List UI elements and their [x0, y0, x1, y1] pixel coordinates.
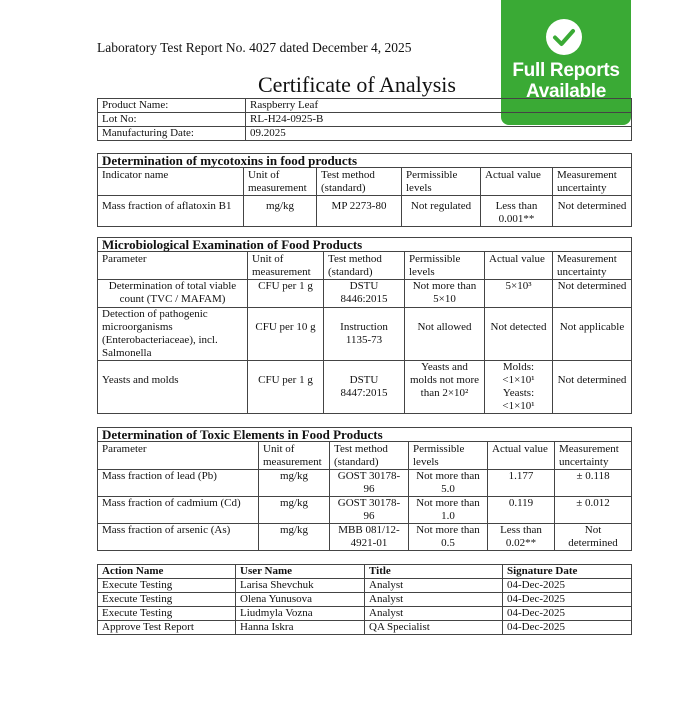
column-header: Indicator name — [98, 168, 244, 196]
table-cell: mg/kg — [259, 524, 330, 551]
table-cell: ± 0.118 — [555, 470, 632, 497]
table-cell: Hanna Iskra — [236, 621, 365, 635]
lot-value: RL-H24-0925-B — [246, 113, 632, 127]
table-cell: MP 2273-80 — [317, 196, 402, 227]
manufacturing-date-label: Manufacturing Date: — [98, 127, 246, 141]
table-cell: Not determined — [553, 196, 632, 227]
product-name-label: Product Name: — [98, 99, 246, 113]
manufacturing-date-value: 09.2025 — [246, 127, 632, 141]
table-cell: Liudmyla Vozna — [236, 607, 365, 621]
table-cell: Analyst — [365, 593, 503, 607]
table-cell: ± 0.012 — [555, 497, 632, 524]
table-cell: Not more than 5.0 — [409, 470, 488, 497]
table-cell: Not detected — [485, 308, 553, 361]
table-cell: DSTU 8446:2015 — [324, 280, 405, 308]
table-cell: GOST 30178-96 — [330, 497, 409, 524]
table-row — [98, 99, 632, 113]
table-row — [98, 196, 632, 227]
table-row — [98, 607, 632, 621]
checkmark-icon — [545, 18, 583, 56]
column-header: Permissible levels — [409, 442, 488, 470]
column-header: Unit of measurement — [248, 252, 324, 280]
table-cell: GOST 30178-96 — [330, 470, 409, 497]
column-header: Actual value — [481, 168, 553, 196]
column-header: Measurement uncertainty — [555, 442, 632, 470]
table-cell: Mass fraction of cadmium (Cd) — [98, 497, 259, 524]
table-row — [98, 470, 632, 497]
column-header: Title — [365, 565, 503, 579]
table-header-row — [98, 168, 632, 196]
table-cell: Not more than 0.5 — [409, 524, 488, 551]
table-row — [98, 361, 632, 414]
lot-label: Lot No: — [98, 113, 246, 127]
column-header: Test method (standard) — [330, 442, 409, 470]
table-row — [98, 579, 632, 593]
product-name-value: Raspberry Leaf — [246, 99, 632, 113]
table-cell: Molds: <1×10¹ Yeasts: <1×10¹ — [485, 361, 553, 414]
table-cell: mg/kg — [259, 497, 330, 524]
column-header: Actual value — [485, 252, 553, 280]
table-row — [98, 593, 632, 607]
toxic-elements-table — [97, 427, 632, 551]
table-cell: Not determined — [555, 524, 632, 551]
table-cell: Not determined — [553, 280, 632, 308]
column-header: Actual value — [488, 442, 555, 470]
table-cell: Mass fraction of aflatoxin B1 — [98, 196, 244, 227]
table-cell: Larisa Shevchuk — [236, 579, 365, 593]
table-cell: 04-Dec-2025 — [503, 579, 632, 593]
table-cell: DSTU 8447:2015 — [324, 361, 405, 414]
table-cell: Not regulated — [402, 196, 481, 227]
table-row — [98, 127, 632, 141]
table-row — [98, 621, 632, 635]
column-header: Test method (standard) — [317, 168, 402, 196]
toxic-elements-title: Determination of Toxic Elements in Food Products — [98, 428, 632, 442]
column-header: Signature Date — [503, 565, 632, 579]
product-info-table — [97, 98, 632, 141]
table-cell: Analyst — [365, 607, 503, 621]
table-cell: Yeasts and molds not more than 2×10² — [405, 361, 485, 414]
table-header-row — [98, 565, 632, 579]
microbiological-title: Microbiological Examination of Food Products — [98, 238, 632, 252]
table-cell: Not allowed — [405, 308, 485, 361]
signatures-table — [97, 564, 632, 635]
microbiological-table — [97, 237, 632, 414]
table-row — [98, 524, 632, 551]
document-title: Certificate of Analysis — [258, 72, 456, 97]
table-cell: Yeasts and molds — [98, 361, 248, 414]
column-header: Permissible levels — [405, 252, 485, 280]
table-cell: Mass fraction of arsenic (As) — [98, 524, 259, 551]
table-cell: Less than 0.001** — [481, 196, 553, 227]
column-header: Parameter — [98, 252, 248, 280]
table-cell: 04-Dec-2025 — [503, 593, 632, 607]
table-cell: Olena Yunusova — [236, 593, 365, 607]
table-cell: 1.177 — [488, 470, 555, 497]
table-cell: MBB 081/12-4921-01 — [330, 524, 409, 551]
table-cell: 04-Dec-2025 — [503, 607, 632, 621]
column-header: Measurement uncertainty — [553, 168, 632, 196]
table-cell: Mass fraction of lead (Pb) — [98, 470, 259, 497]
table-row — [98, 113, 632, 127]
table-cell: CFU per 1 g — [248, 361, 324, 414]
table-cell: 0.119 — [488, 497, 555, 524]
table-cell: Determination of total viable count (TVC / MAFAM) — [98, 280, 248, 308]
table-cell: Not more than 1.0 — [409, 497, 488, 524]
table-cell: Not more than 5×10 — [405, 280, 485, 308]
table-header-row — [98, 252, 632, 280]
table-cell: Less than 0.02** — [488, 524, 555, 551]
column-header: Unit of measurement — [259, 442, 330, 470]
mycotoxins-title: Determination of mycotoxins in food products — [98, 154, 632, 168]
table-cell: Analyst — [365, 579, 503, 593]
table-cell: mg/kg — [259, 470, 330, 497]
badge-line-2: Available — [525, 81, 607, 102]
table-row — [98, 280, 632, 308]
column-header: Action Name — [98, 565, 236, 579]
table-cell: QA Specialist — [365, 621, 503, 635]
table-row — [98, 497, 632, 524]
column-header: Permissible levels — [402, 168, 481, 196]
table-cell: 5×10³ — [485, 280, 553, 308]
table-cell: CFU per 1 g — [248, 280, 324, 308]
table-cell: Execute Testing — [98, 593, 236, 607]
mycotoxins-table — [97, 153, 632, 227]
table-cell: Execute Testing — [98, 579, 236, 593]
column-header: Measurement uncertainty — [553, 252, 632, 280]
column-header: Unit of measurement — [244, 168, 317, 196]
table-cell: Approve Test Report — [98, 621, 236, 635]
table-row — [98, 308, 632, 361]
column-header: Test method (standard) — [324, 252, 405, 280]
table-cell: mg/kg — [244, 196, 317, 227]
column-header: User Name — [236, 565, 365, 579]
table-cell: Execute Testing — [98, 607, 236, 621]
table-cell: Not determined — [553, 361, 632, 414]
table-cell: CFU per 10 g — [248, 308, 324, 361]
table-header-row — [98, 442, 632, 470]
table-cell: Detection of pathogenic microorganisms (Enterobacteriaceae), incl. Salmonella — [98, 308, 248, 361]
column-header: Parameter — [98, 442, 259, 470]
table-cell: Instruction 1135-73 — [324, 308, 405, 361]
report-number-line: Laboratory Test Report No. 4027 dated December 4, 2025 — [97, 40, 412, 55]
table-cell: Not applicable — [553, 308, 632, 361]
badge-label — [501, 60, 631, 102]
badge-line-1: Full Reports — [512, 60, 620, 81]
table-cell: 04-Dec-2025 — [503, 621, 632, 635]
